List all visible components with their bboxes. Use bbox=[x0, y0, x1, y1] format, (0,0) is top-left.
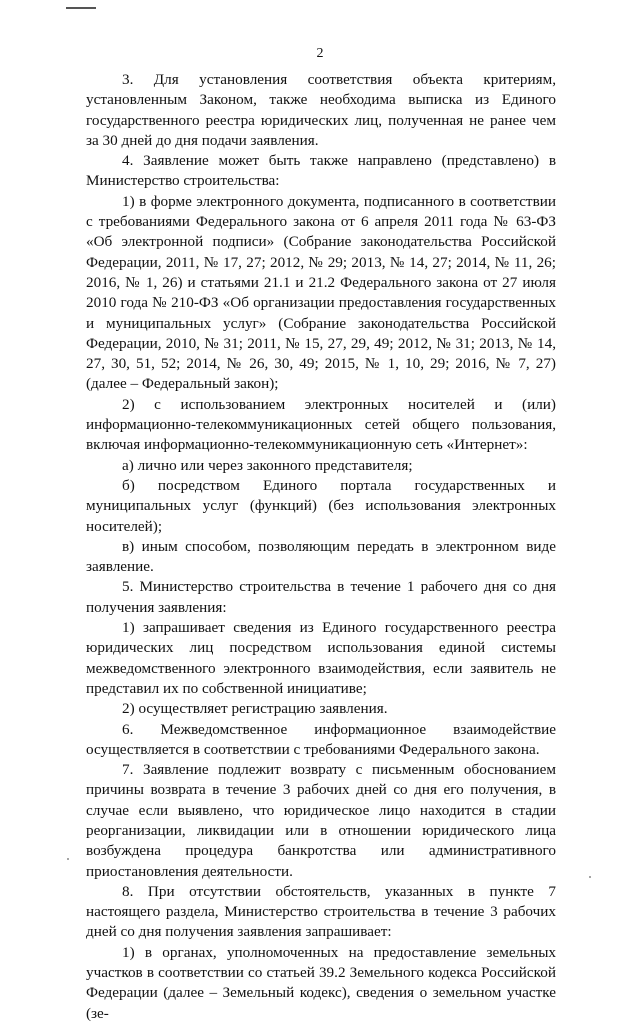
paragraph-5: 5. Министерство строительства в течение 1 рабочего дня со дня получения заявления: bbox=[86, 578, 556, 616]
paragraph-4-item-2: 2) с использованием электронных носителей и (или) информационно-телекоммуникационных сетей общего пользования, включая информационно-телекоммуникационную сеть «Интернет»: bbox=[86, 395, 556, 454]
paragraph-5-item-1: 1) запрашивает сведения из Единого государственного реестра юридических лиц посредством использования единой системы межведомственного электронного взаимодействия, если заявитель не представил их по собственной инициативе; bbox=[86, 619, 556, 697]
paragraph-6: 6. Межведомственное информационное взаимодействие осуществляется в соответствии с требованиями Федерального закона. bbox=[86, 720, 556, 758]
scan-speck bbox=[589, 876, 591, 878]
paragraph-8: 8. При отсутствии обстоятельств, указанных в пункте 7 настоящего раздела, Министерство строительства в течение 3 рабочих дней со дня получения заявления запрашивает: bbox=[86, 882, 556, 941]
paragraph-5-item-2: 2) осуществляет регистрацию заявления. bbox=[122, 700, 388, 718]
paragraph-3: 3. Для установления соответствия объекта критериям, установленным Законом, также необходима выписка из Единого государственного реестра юридических лиц, полученная не ранее чем за 30 дней до дня подачи заявления. bbox=[86, 71, 556, 149]
page-number: 2 bbox=[316, 46, 324, 61]
paragraph-4-subitem-v: в) иным способом, позволяющим передать в электронном виде заявление. bbox=[86, 537, 556, 576]
paragraph-8-item-1: 1) в органах, уполномоченных на предоставление земельных участков в соответствии со статьей 39.2 Земельного кодекса Российской Федерации (далее – Земельный кодекс), сведения о земельном участке (зе- bbox=[86, 943, 556, 1022]
scan-speck bbox=[67, 858, 69, 860]
paragraph-4-subitem-b: б) посредством Единого портала государственных и муниципальных услуг (функций) (без использования электронных носителей); bbox=[86, 476, 556, 535]
scan-edge-mark bbox=[66, 7, 96, 9]
paragraph-4-item-1: 1) в форме электронного документа, подписанного в соответствии с требованиями Федерального закона от 6 апреля 2011 года № 63-ФЗ «Об электронной подписи» (Собрание законодательства Российской Федерации, 2011, № 17, 27; 2012, № 29; 2013, № 14, 27; 2014, № 11, 26; 2016, № 1, 26) и статьями 21.1 и 21.2 Федерального закона от 27 июля 2010 года № 210-ФЗ «Об организации предоставления государственных и муниципальных услуг» (Собрание законодательства Российской Федерации, 2010, № 31; 2011, № 15, 27, 29, 49; 2012, № 31; 2013, № 14, 27, 30, 51, 52; 2014, № 26, 30, 49; 2015, № 1, 10, 29; 2016, № 7, 27) (далее – Федеральный закон); bbox=[86, 192, 556, 393]
paragraph-4: 4. Заявление может быть также направлено (представлено) в Министерство строительства: bbox=[86, 152, 556, 190]
document-body bbox=[86, 70, 556, 1024]
paragraph-4-subitem-a: а) лично или через законного представителя; bbox=[122, 456, 413, 474]
paragraph-7: 7. Заявление подлежит возврату с письменным обоснованием причины возврата в течение 3 рабочих дней со дня его получения, в случае если выявлено, что юридическое лицо находится в стадии реорганизации, ликвидации или в отношении юридического лица возбуждена процедура банкротства или административного приостановления деятельности. bbox=[86, 761, 556, 880]
